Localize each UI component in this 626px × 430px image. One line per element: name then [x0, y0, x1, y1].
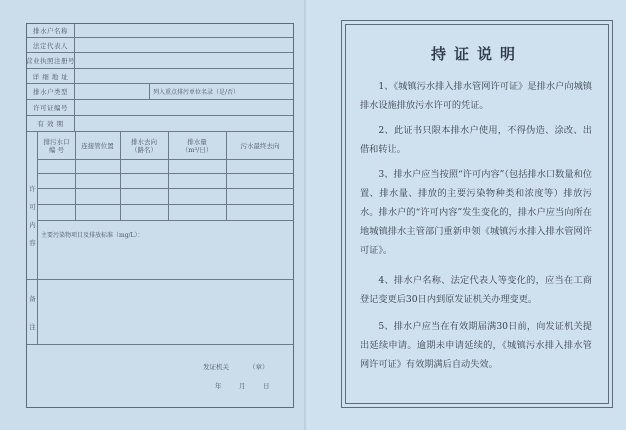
date-year: 年 — [215, 382, 222, 390]
form-row-legal-rep — [27, 38, 293, 53]
date-month: 月 — [239, 382, 246, 390]
license-form — [26, 23, 294, 408]
form-row-permit-no — [27, 100, 293, 116]
grid-line — [27, 344, 294, 345]
row-label: 详 细 地 址 — [27, 69, 75, 83]
grid-line — [226, 132, 227, 220]
row-label: 排水户名称 — [27, 24, 75, 37]
divider — [149, 84, 150, 99]
col-final-destination: 污水最终去向 — [240, 141, 280, 150]
instruction-item-3: 3、排水户应当按照“许可内容”（包括排水口数量和位置、排水量、排放的主要污染物种类和浓度等）排放污水。排水户的“许可内容”发生变化的，排水户应当向所在地城镇排水主管部门重新申领《城镇污水排入排水管网许可证》。 — [360, 169, 592, 256]
page-fold — [304, 0, 308, 430]
instruction-item-5: 5、排水户应当在有效期届满30日前，向发证机关提出延续申请。逾期未申请延续的，《城镇污水排入排水管网许可证》有效期满后自动失效。 — [360, 321, 592, 370]
instruction-item-1: 1、《城镇污水排入排水管网许可证》是排水户向城镇排水设施排放污水许可的凭证。 — [360, 81, 592, 111]
section-char: 容 — [29, 239, 36, 247]
certificate-panel — [341, 20, 613, 408]
grid-line — [38, 220, 294, 221]
row-label: 营业执照注册号 — [27, 53, 75, 68]
form-row-license-no — [27, 53, 293, 69]
col-direction: 排水去向 （路名） — [131, 137, 157, 154]
col-connection: 连接管位置 — [81, 141, 114, 150]
seal-label: （章） — [249, 363, 269, 371]
form-row-validity — [27, 116, 293, 132]
grid-line — [168, 132, 169, 220]
grid-line — [38, 204, 294, 205]
pollutant-standard-label: 主要污染物项目及排放标准（mg/L）： — [41, 232, 144, 239]
section-char: 内 — [29, 221, 36, 229]
grid-line — [38, 173, 294, 174]
key-polluter-note: 列入重点排污单位名录（是/否） — [153, 89, 240, 96]
row-label: 排水户类型 — [27, 84, 75, 99]
col-volume: 排水量 （m³/日） — [181, 137, 213, 154]
instruction-item-4: 4、排水户名称、法定代表人等变化的，应当在工商登记变更后30日内到原发证机关办理变更。 — [360, 275, 592, 305]
remarks-char: 注 — [29, 323, 36, 331]
section-char: 可 — [29, 203, 36, 211]
grid-line — [27, 279, 294, 280]
date-day: 日 — [263, 382, 270, 390]
grid-line — [120, 132, 121, 220]
col-outlet-no: 排污水口 编 号 — [43, 137, 70, 154]
certificate-title: 持证说明 — [430, 45, 523, 63]
grid-line — [38, 159, 294, 160]
section-char: 许 — [29, 185, 36, 193]
remarks-char: 备 — [29, 295, 36, 303]
issuer-label: 发证机关 — [203, 363, 229, 371]
form-row-type — [27, 84, 293, 100]
row-label: 许可证编号 — [27, 100, 75, 115]
remarks-sidebar — [27, 279, 38, 344]
form-row-address — [27, 69, 293, 84]
form-row-name — [27, 24, 293, 38]
row-label: 法定代表人 — [27, 38, 75, 52]
grid-line — [38, 188, 294, 189]
instruction-item-2: 2、此证书只限本排水户使用，不得伪造、涂改、出借和转让。 — [360, 125, 592, 155]
grid-line — [75, 132, 76, 220]
row-label: 有 效 期 — [27, 116, 75, 131]
